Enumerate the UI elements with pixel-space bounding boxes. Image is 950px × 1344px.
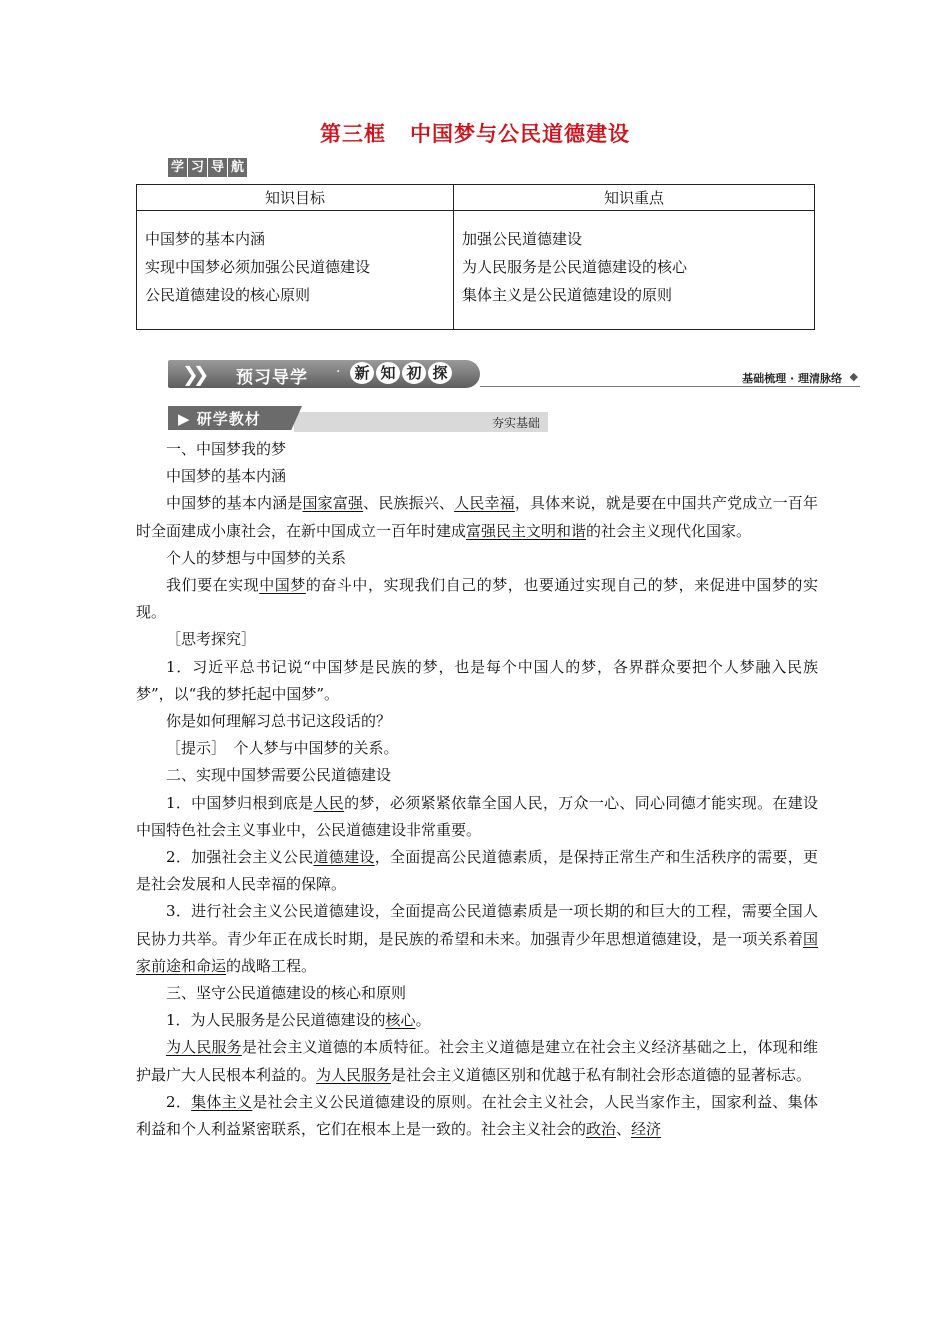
subheading: 中国梦的基本内涵 — [166, 467, 287, 486]
study-guide-badge: 学 习 导 航 — [168, 158, 247, 177]
paragraph: 1．为人民服务是公民道德建设的核心。 — [166, 1011, 431, 1030]
banner-chips: 新 知 初 探 — [350, 362, 452, 384]
banner-subtitle: 基础梳理 · 理清脉络 — [742, 372, 842, 385]
preview-banner — [168, 358, 860, 392]
paragraph: 为人民服务是社会主义道德的本质特征。社会主义道德是建立在社会主义经济基础之上，体现和维护最广大人民根本利益的。为人民服务是社会主义道德区别和优越于私有制社会形态道德的显著标志。 — [136, 1038, 818, 1084]
paragraph: 2．加强社会主义公民道德建设，全面提高公民道德素质，是保持正常生产和生活秩序的需要，更是社会发展和人民幸福的保障。 — [136, 848, 818, 894]
sub-banner-subtitle: 夯实基础 — [491, 416, 540, 430]
paragraph: 我们要在实现中国梦的奋斗中，实现我们自己的梦，也要通过实现自己的梦，来促进中国梦的实现。 — [136, 576, 818, 622]
banner-dot: · — [336, 364, 341, 380]
question-followup: 你是如何理解习总书记这段话的？ — [166, 712, 392, 731]
paragraph: 中国梦的基本内涵是国家富强、民族振兴、人民幸福，具体来说，就是要在中国共产党成立一百年时全面建成小康社会，在新中国成立一百年时建成富强民主文明和谐的社会主义现代化国家。 — [136, 494, 818, 540]
question: 1．习近平总书记说“中国梦是民族的梦，也是每个中国人的梦，各界群众要把个人梦融入民族梦”，以“我的梦托起中国梦”。 — [136, 657, 818, 703]
subheading: 个人的梦想与中国梦的关系 — [166, 548, 347, 567]
knowledge-table — [136, 184, 815, 330]
goals-header: 知识目标 — [137, 185, 454, 211]
paragraph: 3．进行社会主义公民道德建设，全面提高公民道德素质是一项长期的和巨大的工程，需要全国人民协力共举。青少年正在成长时期，是民族的希望和未来。加强青少年思想道德建设，是一项关系着国家前途和命运的战略工程。 — [136, 902, 818, 975]
sub-banner-label: ▶ 研学教材 — [178, 410, 261, 428]
paragraph: 2．集体主义是社会主义公民道德建设的原则。在社会主义社会，人民当家作主，国家利益、集体利益和个人利益紧密联系，它们在根本上是一致的。社会主义社会的政治、经济 — [136, 1092, 818, 1139]
section-heading-1: 一、中国梦我的梦 — [166, 440, 287, 458]
key-points-cell: 加强公民道德建设 为人民服务是公民道德建设的核心 集体主义是公民道德建设的原则 — [454, 211, 815, 330]
section-heading-2: 二、实现中国梦需要公民道德建设 — [166, 766, 392, 785]
body-content — [136, 436, 818, 1143]
think-label: ［思考探究］ — [166, 630, 257, 649]
goals-cell: 中国梦的基本内涵 实现中国梦必须加强公民道德建设 公民道德建设的核心原则 — [137, 211, 454, 330]
banner-title: 预习导学 — [236, 368, 308, 388]
hint: ［提示］ 个人梦与中国梦的关系。 — [166, 739, 399, 758]
page-title: 第三框 中国梦与公民道德建设 — [320, 122, 630, 146]
study-materials-banner — [168, 406, 548, 432]
diamond-icon: ◆ — [849, 370, 858, 383]
banner-divider — [480, 386, 860, 387]
key-points-header: 知识重点 — [454, 185, 815, 211]
double-chevron-icon: ❯❯ — [182, 362, 204, 386]
play-icon: ▶ — [178, 410, 197, 428]
section-heading-3: 三、坚守公民道德建设的核心和原则 — [166, 984, 407, 1003]
paragraph: 1．中国梦归根到底是人民的梦，必须紧紧依靠全国人民，万众一心、同心同德才能实现。在建设中国特色社会主义事业中，公民道德建设非常重要。 — [136, 793, 818, 839]
